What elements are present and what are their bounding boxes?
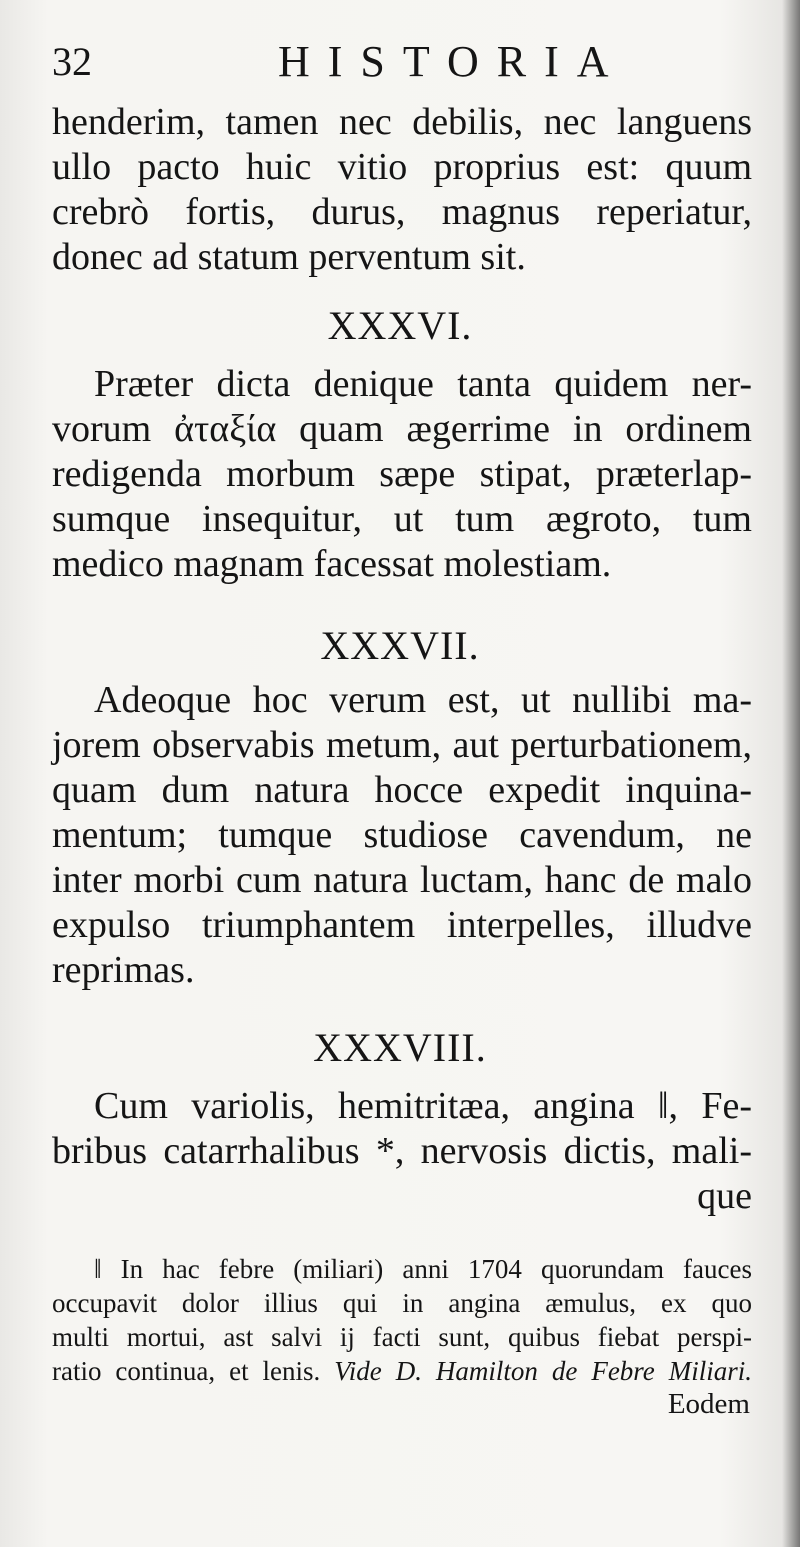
paragraph-xxxviii (52, 1084, 752, 1219)
running-title: HISTORIA (278, 37, 627, 86)
page-gutter-shadow (782, 0, 800, 1547)
footnote-line: occupavit dolor illius qui in angina æmulus, ex quo (52, 1288, 752, 1318)
text-line: ullo pacto huic vitio proprius est: quum (52, 146, 752, 188)
text-line: inter morbi cum natura luctam, hanc de malo (52, 859, 752, 901)
continuation-word: que (697, 1175, 752, 1217)
text-line: redigenda morbum sæpe stipat, præterlap- (52, 453, 752, 495)
paragraph-xxxvi (52, 362, 752, 587)
footnote-line: multi mortui, ast salvi ij facti sunt, quibus fiebat perspi- (52, 1322, 752, 1352)
page-number: 32 (52, 39, 92, 84)
footnote-citation: Vide D. Hamilton de Febre Miliari. (334, 1356, 753, 1386)
text-line: reprimas. (52, 949, 195, 991)
page-header (52, 36, 752, 92)
section-heading-xxxviii: XXXVIII. (313, 1025, 487, 1070)
section-heading-xxxvii: XXXVII. (320, 623, 480, 668)
paragraph-continued (52, 100, 752, 280)
text-line: Adeoque hoc verum est, ut nullibi ma- (94, 679, 752, 721)
text-line: henderim, tamen nec debilis, nec languens (52, 101, 752, 143)
footnote-line-last (52, 1354, 752, 1388)
text-line: sumque insequitur, ut tum ægroto, tum (52, 498, 752, 540)
text-line: Cum variolis, hemitritæa, angina ‖, Fe- (94, 1085, 752, 1127)
catchword: Eodem (667, 1388, 750, 1420)
text-line: expulso triumphantem interpelles, illudve (52, 904, 752, 946)
text-line: bribus catarrhalibus *, nervosis dictis, mali- (52, 1130, 752, 1172)
text-line: donec ad statum perventum sit. (52, 236, 526, 278)
text-line: mentum; tumque studiose cavendum, ne (52, 814, 752, 856)
text-line: crebrò fortis, durus, magnus reperiatur, (52, 191, 752, 233)
text-line: Præter dicta denique tanta quidem ner- (94, 363, 752, 405)
paragraph-xxxvii (52, 678, 752, 993)
text-line: vorum ἀταξία quam ægerrime in ordinem (52, 408, 752, 450)
section-heading-xxxvi: XXXVI. (327, 303, 473, 348)
footnote-text: ratio continua, et lenis. (52, 1356, 321, 1386)
footnote (52, 1252, 752, 1388)
footnote-line: ‖ In hac febre (miliari) anni 1704 quorundam fauces (94, 1254, 752, 1284)
text-line: jorem observabis metum, aut perturbationem, (52, 724, 752, 766)
text-line: medico magnam facessat molestiam. (52, 543, 612, 585)
text-line: quam dum natura hocce expedit inquina- (52, 769, 752, 811)
